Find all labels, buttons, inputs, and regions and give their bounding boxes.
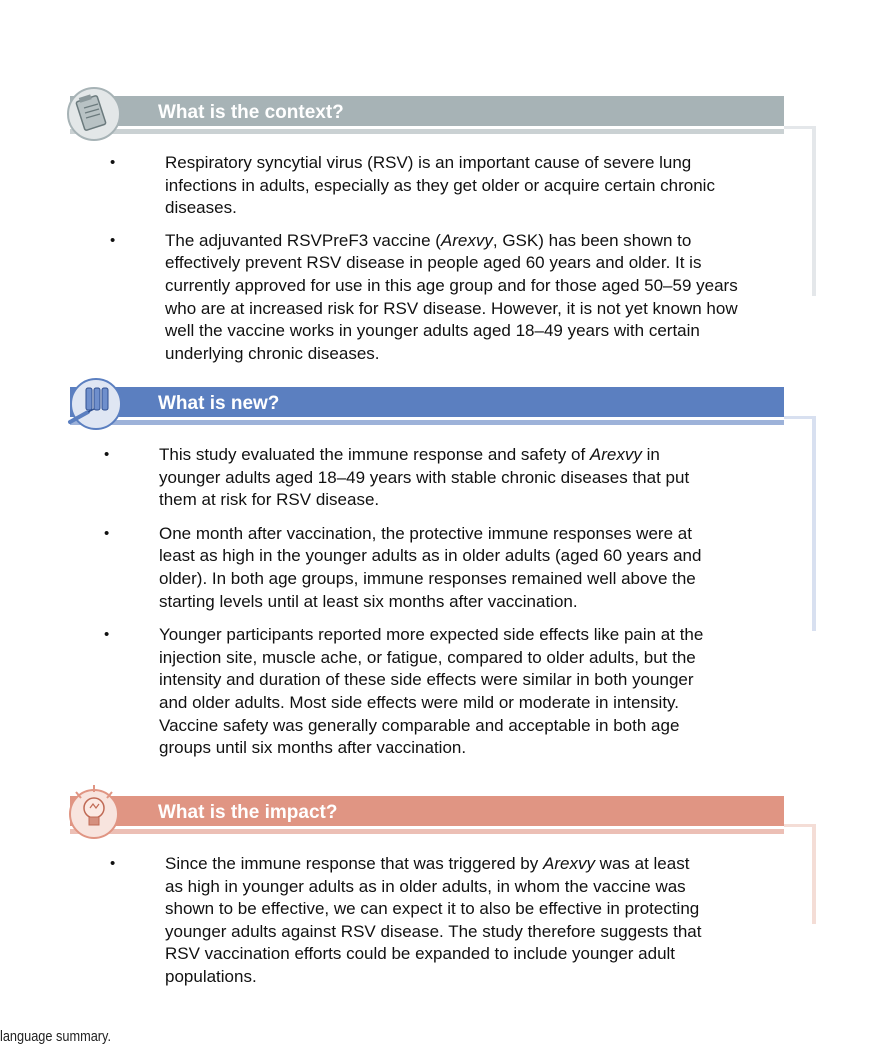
text-line: effectively prevent RSV disease in people aged 60 years and older. It is (165, 253, 702, 273)
bullet-dot: • (110, 231, 116, 249)
list-item (110, 853, 790, 989)
section-side-line (812, 416, 816, 631)
text-line: starting levels until at least six months after vaccination. (159, 591, 578, 611)
context-banner-underline (70, 129, 784, 134)
bullet-dot: • (110, 154, 116, 171)
text-line: Vaccine safety was generally comparable and acceptable in both age (159, 715, 680, 735)
text-line (159, 444, 794, 467)
text-line: injection site, muscle ache, or fatigue, compared to older adults, but the (159, 647, 696, 667)
text-line: One month after vaccination, the protective immune responses were at (159, 523, 692, 543)
bullet-dot: • (110, 855, 116, 872)
text-fragment: This study evaluated the immune response and safety of (159, 445, 590, 464)
text-line: currently approved for use in this age group and for those aged 50–59 years (165, 275, 738, 295)
vaccine-vials-icon (66, 376, 122, 432)
text-line: intensity and duration of these side effects were similar in both younger (159, 670, 694, 690)
new-banner-underline (70, 420, 784, 425)
impact-bullets (110, 853, 790, 989)
text-line: as high in younger adults as in older adults, in whom the vaccine was (165, 876, 686, 896)
section-title: What is the context? (158, 102, 344, 123)
text-line: and older adults. Most side effects were mild or moderate in intensity. (159, 692, 680, 712)
text-line: younger adults aged 18–49 years with stable chronic diseases that put (159, 467, 690, 487)
text-line: populations. (165, 966, 257, 986)
text-line: older). In both age groups, immune responses remained well above the (159, 568, 696, 588)
section-side-line (812, 824, 816, 924)
section-corner-line (784, 416, 816, 419)
text-line: shown to be effective, we can expect it to also be effective in protecting (165, 899, 700, 919)
text-fragment: The adjuvanted RSVPreF3 vaccine ( (165, 230, 441, 250)
impact-banner-underline (70, 829, 784, 834)
bullet-dot: • (104, 524, 110, 542)
product-name: Arexvy (440, 230, 493, 250)
text-fragment: was at least (594, 854, 690, 873)
list-item (110, 152, 790, 220)
text-fragment: in (641, 445, 660, 464)
section-corner-line (784, 126, 816, 129)
text-line: them at risk for RSV disease. (159, 490, 380, 510)
text-line: diseases. (165, 198, 237, 218)
text-line: Younger participants reported more expected side effects like pain at the (159, 625, 704, 645)
new-bullets (104, 444, 794, 760)
text-fragment: Since the immune response that was triggered by (165, 854, 543, 873)
list-item (110, 230, 790, 366)
text-line: infections in adults, especially as they get older or acquire certain chronic (165, 175, 715, 195)
text-line: well the vaccine works in younger adults aged 18–49 years with certain (165, 321, 700, 341)
footer-caption: language summary. (0, 1028, 112, 1045)
list-item (104, 624, 794, 760)
text-line (165, 230, 790, 253)
section-side-line (812, 126, 816, 296)
text-line: Respiratory syncytial virus (RSV) is an important cause of severe lung (165, 153, 692, 172)
bullet-dot: • (104, 446, 110, 463)
text-line: groups until six months after vaccination. (159, 738, 467, 758)
text-line: least as high in the younger adults as in older adults (aged 60 years and (159, 546, 702, 566)
text-line: underlying chronic diseases. (165, 343, 380, 363)
text-line: younger adults against RSV disease. The study therefore suggests that (165, 921, 702, 941)
text-fragment: , GSK) has been shown to (492, 230, 692, 250)
lightbulb-icon (66, 784, 122, 840)
text-line: who are at increased risk for RSV disease. However, it is not yet known how (165, 298, 738, 318)
section-title: What is the impact? (158, 802, 338, 823)
product-name: Arexvy (542, 854, 595, 873)
section-title: What is new? (158, 393, 280, 414)
product-name: Arexvy (589, 445, 642, 464)
list-item (104, 523, 794, 613)
context-bullets (110, 152, 790, 365)
text-line: RSV vaccination efforts could be expanded to include younger adult (165, 944, 676, 964)
clipboard-icon (66, 86, 122, 142)
text-line (165, 853, 790, 876)
section-corner-line (784, 824, 816, 827)
list-item (104, 444, 794, 512)
bullet-dot: • (104, 626, 110, 644)
